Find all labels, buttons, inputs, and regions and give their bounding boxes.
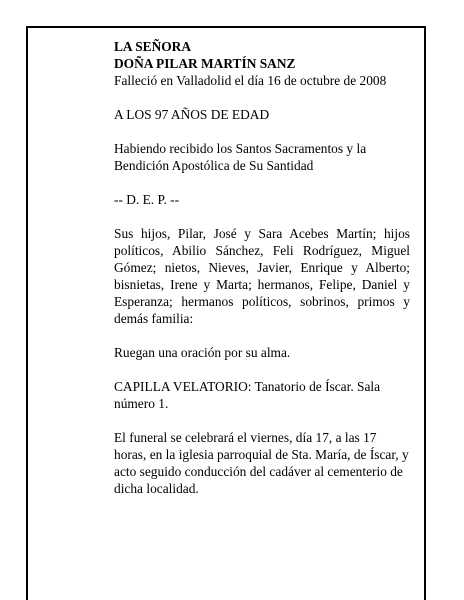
rip-line: -- D. E. P. -- bbox=[114, 192, 180, 207]
age-line: A LOS 97 AÑOS DE EDAD bbox=[114, 107, 270, 122]
prayer-line: Ruegan una oración por su alma. bbox=[114, 345, 291, 360]
sacraments-line: Habiendo recibido los Santos Sacramentos y la Bendición Apostólica de Su Santidad bbox=[114, 141, 367, 173]
title-line-1: LA SEÑORA bbox=[114, 39, 192, 54]
chapel-line: CAPILLA VELATORIO: Tanatorio de Íscar. Sala número 1. bbox=[114, 379, 381, 411]
obituary-notice bbox=[114, 38, 410, 497]
family-paragraph: Sus hijos, Pilar, José y Sara Acebes Martín; hijos políticos, Abilio Sánchez, Feli Rodríguez, Miguel Gómez; nietos, Nieves, Javier, Enrique y Alberto; bisnietas, Irene y Marta; hermanos, Felipe, Daniel y Esperanza; hermanos políticos, sobrinos, primos y demás familia: bbox=[114, 226, 410, 326]
death-date-line: Falleció en Valladolid el día 16 de octubre de 2008 bbox=[114, 73, 387, 88]
deceased-name: DOÑA PILAR MARTÍN SANZ bbox=[114, 56, 296, 71]
funeral-paragraph: El funeral se celebrará el viernes, día 17, a las 17 horas, en la iglesia parroquial de Sta. María, de Íscar, y acto seguido conducción del cadáver al cementerio de dicha localidad. bbox=[114, 430, 409, 496]
